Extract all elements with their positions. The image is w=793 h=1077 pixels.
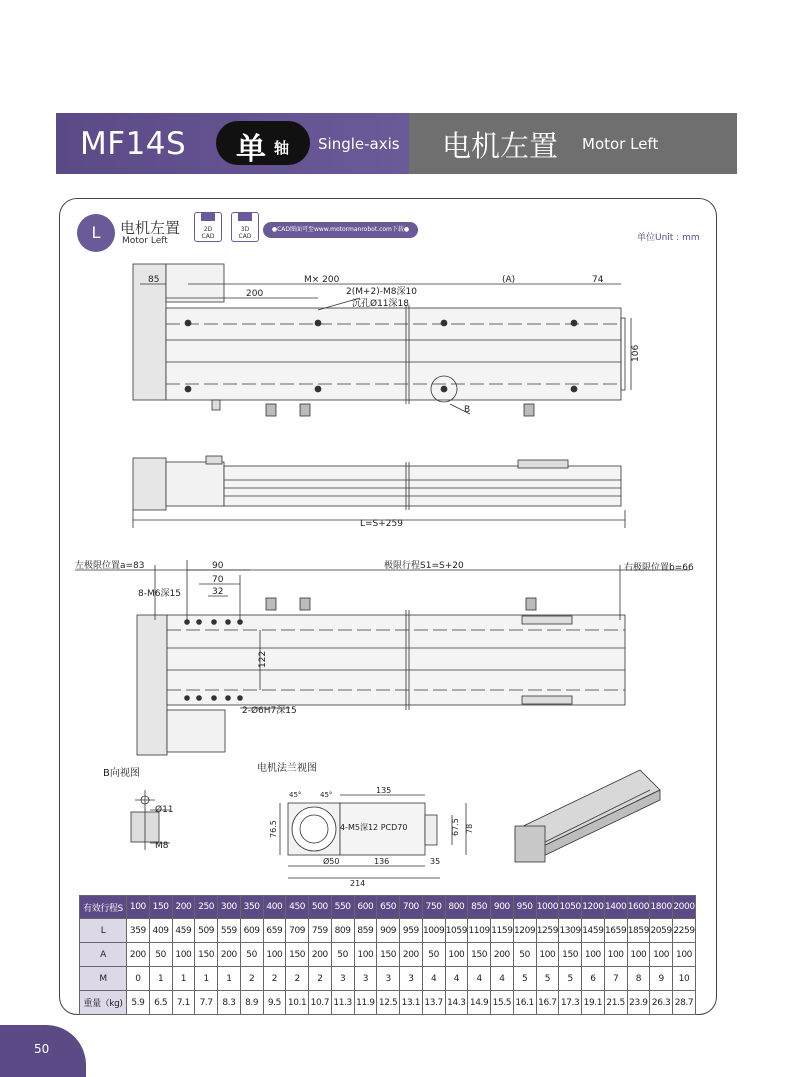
table-header-cell: 800 xyxy=(445,896,468,919)
model-name: MF14S xyxy=(80,126,187,162)
table-cell: 3 xyxy=(354,967,377,991)
dim-l: L=S+259 xyxy=(360,519,403,529)
table-header-cell: 1400 xyxy=(604,896,627,919)
b-view-d11: Ø11 xyxy=(155,805,174,815)
table-cell: 9.5 xyxy=(263,991,286,1015)
table-cell: 100 xyxy=(604,943,627,967)
table-cell: 1209 xyxy=(513,919,536,943)
angle-45-b: 45° xyxy=(320,791,333,799)
b-view-title: B向视图 xyxy=(103,768,140,779)
table-row xyxy=(80,967,696,991)
dim-85: 85 xyxy=(148,275,160,285)
table-cell: 5 xyxy=(513,967,536,991)
table-cell: 7 xyxy=(604,967,627,991)
table-header-cell: 1200 xyxy=(582,896,605,919)
table-header-cell: 1600 xyxy=(627,896,650,919)
table-header-cell: 100 xyxy=(127,896,150,919)
table-cell: 509 xyxy=(195,919,218,943)
page-number: 50 xyxy=(34,1042,50,1056)
table-cell: 13.7 xyxy=(422,991,445,1015)
table-cell: 4 xyxy=(445,967,468,991)
hole-note-2: 沉孔Ø11深18 xyxy=(352,299,409,309)
table-cell: 6.5 xyxy=(149,991,172,1015)
b-view-m8: M8 xyxy=(155,841,169,851)
table-cell: 5 xyxy=(559,967,582,991)
table-cell: 1659 xyxy=(604,919,627,943)
table-cell: 100 xyxy=(354,943,377,967)
table-cell: 8 xyxy=(627,967,650,991)
table-cell: 50 xyxy=(422,943,445,967)
table-cell: 150 xyxy=(559,943,582,967)
table-cell: 8.3 xyxy=(218,991,241,1015)
table-cell: 1 xyxy=(195,967,218,991)
table-header-cell: 650 xyxy=(377,896,400,919)
table-cell: 16.1 xyxy=(513,991,536,1015)
table-cell: 1309 xyxy=(559,919,582,943)
side-view-drawing xyxy=(133,456,625,528)
unit-label: 单位Unit : mm xyxy=(637,233,700,243)
table-cell: 50 xyxy=(513,943,536,967)
table-header-cell: 400 xyxy=(263,896,286,919)
table-cell: 7.7 xyxy=(195,991,218,1015)
table-header-cell: 900 xyxy=(491,896,514,919)
table-cell: 3 xyxy=(400,967,423,991)
dim-70: 70 xyxy=(212,575,224,585)
table-cell: 1159 xyxy=(491,919,514,943)
table-cell: 559 xyxy=(218,919,241,943)
table-cell: 1109 xyxy=(468,919,491,943)
table-cell: 409 xyxy=(149,919,172,943)
dim-200: 200 xyxy=(246,289,264,299)
table-row-label: 重量（kg) xyxy=(80,991,127,1015)
table-header-cell: 500 xyxy=(309,896,332,919)
table-cell: 459 xyxy=(172,919,195,943)
table-cell: 2059 xyxy=(650,919,673,943)
table-row xyxy=(80,991,696,1015)
right-limit: 右极限位置b=66 xyxy=(624,563,694,573)
table-cell: 100 xyxy=(627,943,650,967)
axis-en: Single-axis xyxy=(318,135,400,153)
table-cell: 8.9 xyxy=(240,991,263,1015)
table-cell: 13.1 xyxy=(400,991,423,1015)
table-cell: 11.3 xyxy=(331,991,354,1015)
table-cell: 150 xyxy=(195,943,218,967)
dim-214: 214 xyxy=(350,879,366,888)
table-row-label: A xyxy=(80,943,127,967)
table-cell: 959 xyxy=(400,919,423,943)
table-cell: 23.9 xyxy=(627,991,650,1015)
table-cell: 809 xyxy=(331,919,354,943)
table-header-cell: 150 xyxy=(149,896,172,919)
table-row xyxy=(80,943,696,967)
table-cell: 100 xyxy=(582,943,605,967)
table-cell: 200 xyxy=(218,943,241,967)
left-limit: 左极限位置a=83 xyxy=(75,561,145,571)
dim-m-200: M× 200 xyxy=(304,275,340,285)
table-cell: 1 xyxy=(149,967,172,991)
section-letter-badge: L xyxy=(77,214,115,252)
dim-67-5: 67.5 xyxy=(451,818,460,836)
product-3d-image xyxy=(515,770,660,862)
table-cell: 1059 xyxy=(445,919,468,943)
table-cell: 1459 xyxy=(582,919,605,943)
section-title-cn: 电机左置 xyxy=(120,219,181,237)
table-cell: 759 xyxy=(309,919,332,943)
dim-32: 32 xyxy=(212,587,224,597)
table-cell: 100 xyxy=(445,943,468,967)
table-cell: 6 xyxy=(582,967,605,991)
table-cell: 10 xyxy=(673,967,696,991)
table-cell: 9 xyxy=(650,967,673,991)
section-title-en: Motor Left xyxy=(122,236,168,246)
table-cell: 12.5 xyxy=(377,991,400,1015)
table-header-cell: 1800 xyxy=(650,896,673,919)
angle-45-a: 45° xyxy=(289,791,302,799)
table-cell: 2 xyxy=(286,967,309,991)
label-b: B xyxy=(464,405,471,415)
table-cell: 4 xyxy=(491,967,514,991)
table-cell: 709 xyxy=(286,919,309,943)
table-cell: 0 xyxy=(127,967,150,991)
table-header-cell: 2000 xyxy=(673,896,696,919)
motor-position-en: Motor Left xyxy=(582,135,659,153)
dim-136: 136 xyxy=(374,857,390,866)
table-header-row xyxy=(80,896,696,919)
table-cell: 14.9 xyxy=(468,991,491,1015)
hole-m6: 8-M6深15 xyxy=(138,589,181,599)
flange-title: 电机法兰视图 xyxy=(257,763,317,774)
table-cell: 859 xyxy=(354,919,377,943)
table-cell: 100 xyxy=(673,943,696,967)
dim-76-5: 76.5 xyxy=(269,820,278,838)
table-cell: 21.5 xyxy=(604,991,627,1015)
dim-a: (A) xyxy=(502,275,516,285)
dim-106: 106 xyxy=(631,344,641,362)
table-cell: 609 xyxy=(240,919,263,943)
table-cell: 10.7 xyxy=(309,991,332,1015)
table-header-cell: 250 xyxy=(195,896,218,919)
table-cell: 2 xyxy=(263,967,286,991)
spec-table xyxy=(79,895,696,1015)
table-cell: 1 xyxy=(218,967,241,991)
dim-135: 135 xyxy=(376,786,392,795)
table-cell: 100 xyxy=(263,943,286,967)
cad-2d-label: 2D CAD xyxy=(201,226,215,240)
table-header-cell: 850 xyxy=(468,896,491,919)
table-cell: 100 xyxy=(650,943,673,967)
table-cell: 150 xyxy=(286,943,309,967)
table-header-cell: 200 xyxy=(172,896,195,919)
motor-position-cn: 电机左置 xyxy=(442,129,559,163)
table-header-cell: 750 xyxy=(422,896,445,919)
table-cell: 17.3 xyxy=(559,991,582,1015)
table-header-cell: 700 xyxy=(400,896,423,919)
table-cell: 19.1 xyxy=(582,991,605,1015)
table-cell: 50 xyxy=(240,943,263,967)
dim-35: 35 xyxy=(430,857,441,866)
table-cell: 659 xyxy=(263,919,286,943)
table-cell: 14.3 xyxy=(445,991,468,1015)
cad-3d-label: 3D CAD xyxy=(238,226,252,240)
table-cell: 2259 xyxy=(673,919,696,943)
table-header-label: 有效行程S xyxy=(80,896,127,919)
axis-cn-small: 轴 xyxy=(274,139,290,157)
table-cell: 11.9 xyxy=(354,991,377,1015)
table-cell: 1 xyxy=(172,967,195,991)
axis-cn-big: 单 xyxy=(236,132,266,167)
dim-74: 74 xyxy=(592,275,604,285)
table-cell: 1859 xyxy=(627,919,650,943)
table-cell: 28.7 xyxy=(673,991,696,1015)
flange-note: 4-M5深12 PCD70 xyxy=(340,823,408,832)
table-cell: 3 xyxy=(331,967,354,991)
table-cell: 200 xyxy=(400,943,423,967)
table-cell: 359 xyxy=(127,919,150,943)
table-cell: 909 xyxy=(377,919,400,943)
table-row-label: L xyxy=(80,919,127,943)
table-cell: 1009 xyxy=(422,919,445,943)
table-header-cell: 1050 xyxy=(559,896,582,919)
stroke-limit: 极限行程S1=S+20 xyxy=(384,561,464,571)
table-header-cell: 300 xyxy=(218,896,241,919)
dim-78: 78 xyxy=(465,823,474,834)
dim-d50: Ø50 xyxy=(323,857,340,866)
table-header-cell: 450 xyxy=(286,896,309,919)
table-header-cell: 1000 xyxy=(536,896,559,919)
table-cell: 26.3 xyxy=(650,991,673,1015)
cad-download-note[interactable]: ●CAD图面可至www.motormanrobot.com下载● xyxy=(263,222,418,238)
table-cell: 200 xyxy=(491,943,514,967)
table-cell: 50 xyxy=(149,943,172,967)
table-cell: 100 xyxy=(536,943,559,967)
table-cell: 3 xyxy=(377,967,400,991)
table-cell: 200 xyxy=(309,943,332,967)
table-cell: 4 xyxy=(468,967,491,991)
table-cell: 1259 xyxy=(536,919,559,943)
pin-hole: 2-Ø6H7深15 xyxy=(242,706,297,716)
table-cell: 2 xyxy=(309,967,332,991)
table-header-cell: 350 xyxy=(240,896,263,919)
table-cell: 2 xyxy=(240,967,263,991)
table-header-cell: 550 xyxy=(331,896,354,919)
table-cell: 10.1 xyxy=(286,991,309,1015)
table-cell: 4 xyxy=(422,967,445,991)
dim-122: 122 xyxy=(258,650,268,668)
table-cell: 100 xyxy=(172,943,195,967)
table-cell: 7.1 xyxy=(172,991,195,1015)
table-row xyxy=(80,919,696,943)
table-header-cell: 950 xyxy=(513,896,536,919)
table-cell: 50 xyxy=(331,943,354,967)
table-row-label: M xyxy=(80,967,127,991)
table-cell: 15.5 xyxy=(491,991,514,1015)
table-cell: 150 xyxy=(468,943,491,967)
table-cell: 200 xyxy=(127,943,150,967)
table-cell: 16.7 xyxy=(536,991,559,1015)
hole-note-1: 2(M+2)-M8深10 xyxy=(346,287,417,297)
table-cell: 150 xyxy=(377,943,400,967)
dim-90: 90 xyxy=(212,561,224,571)
table-cell: 5.9 xyxy=(127,991,150,1015)
table-header-cell: 600 xyxy=(354,896,377,919)
table-cell: 5 xyxy=(536,967,559,991)
